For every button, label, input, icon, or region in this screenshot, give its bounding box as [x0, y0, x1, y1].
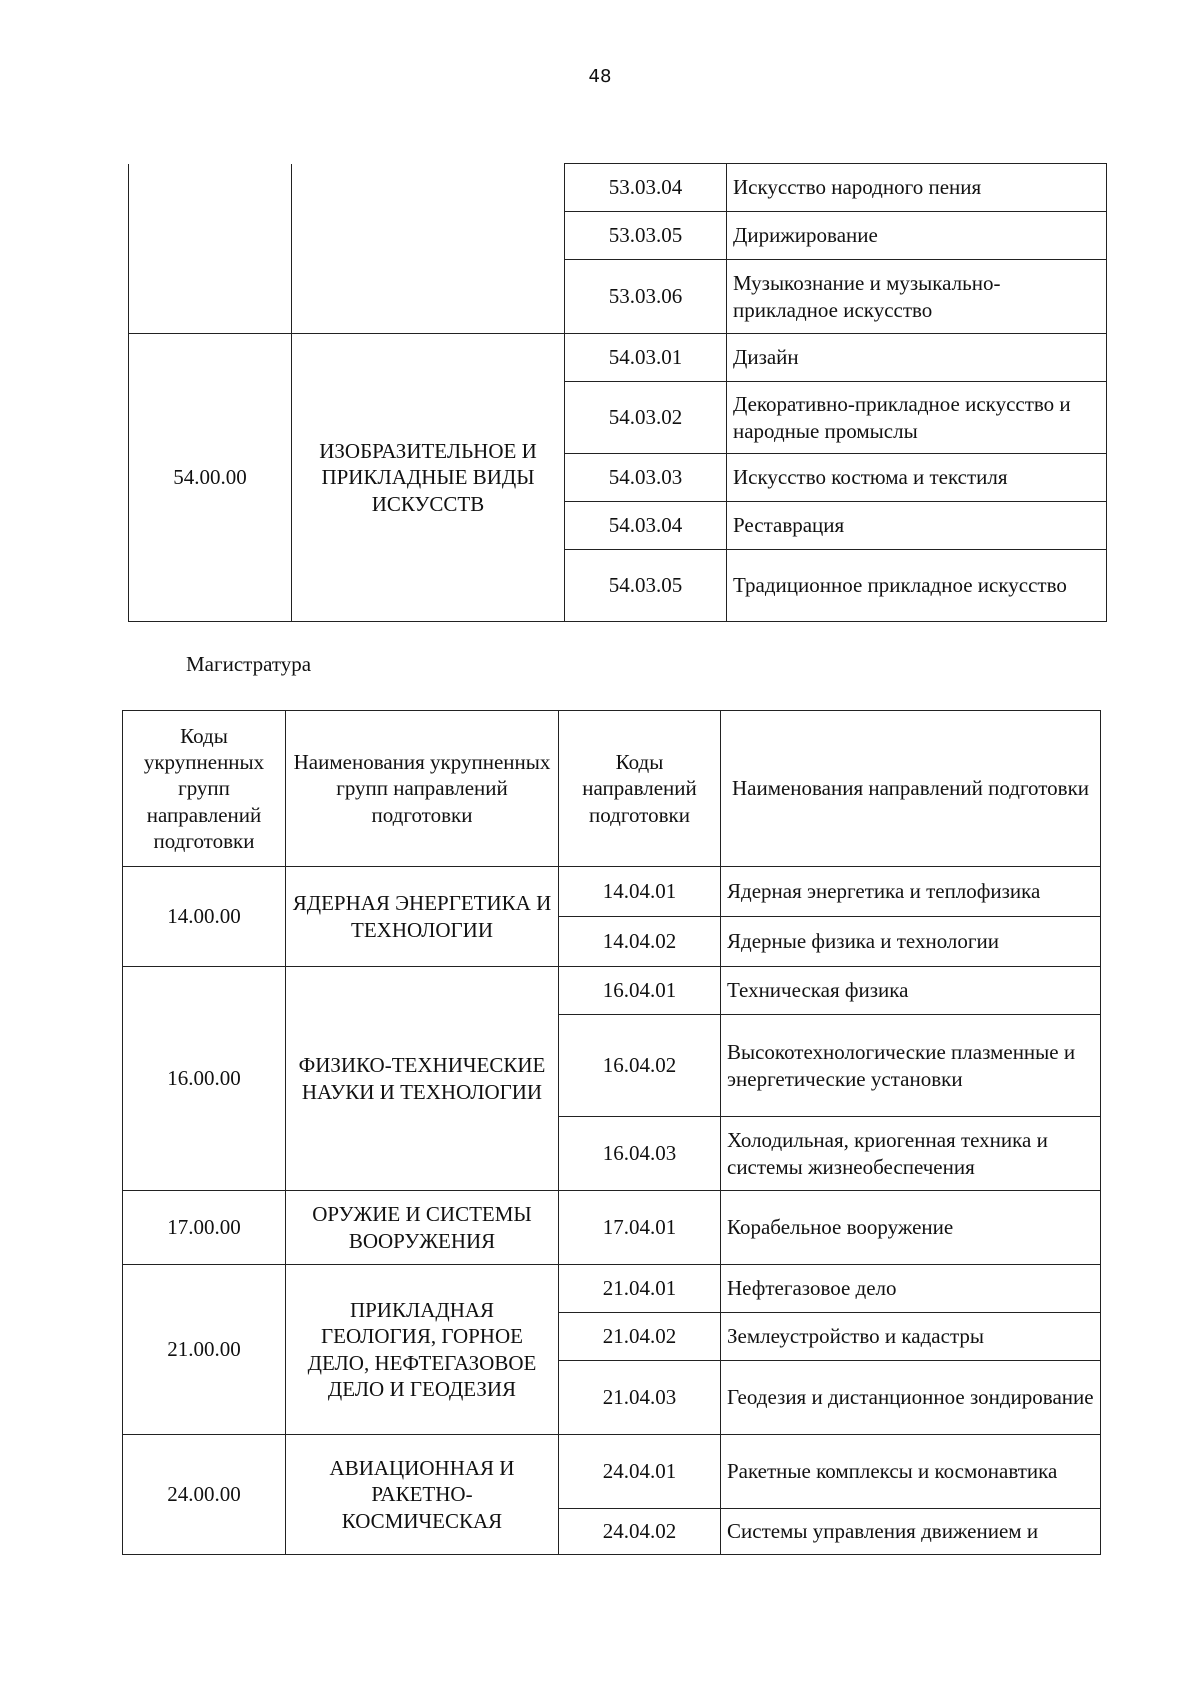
group-code: 17.00.00	[123, 1191, 286, 1265]
group-name: ПРИКЛАДНАЯ ГЕОЛОГИЯ, ГОРНОЕ ДЕЛО, НЕФТЕГАЗОВОЕ ДЕЛО И ГЕОДЕЗИЯ	[286, 1265, 559, 1435]
table-row	[129, 334, 1107, 382]
direction-code: 14.04.02	[559, 917, 721, 967]
direction-code: 54.03.04	[565, 502, 727, 550]
group-name: АВИАЦИОННАЯ И РАКЕТНО-КОСМИЧЕСКАЯ	[286, 1435, 559, 1555]
group-code: 21.00.00	[123, 1265, 286, 1435]
group-code: 24.00.00	[123, 1435, 286, 1555]
direction-code: 14.04.01	[559, 867, 721, 917]
header-direction-codes: Коды направлений подготовки	[559, 711, 721, 867]
empty-group-code-cell	[129, 164, 292, 334]
direction-code: 16.04.02	[559, 1015, 721, 1117]
table-row	[129, 164, 1107, 212]
direction-code: 21.04.02	[559, 1313, 721, 1361]
table-row	[123, 1265, 1101, 1313]
direction-name: Традиционное прикладное искусство	[727, 550, 1107, 622]
table-row	[123, 1191, 1101, 1265]
direction-code: 21.04.03	[559, 1361, 721, 1435]
table-header-row	[123, 711, 1101, 867]
direction-name: Декоративно-прикладное искусство и народные промыслы	[727, 382, 1107, 454]
direction-code: 54.03.03	[565, 454, 727, 502]
continuation-table	[128, 163, 1107, 622]
table-row	[123, 1435, 1101, 1509]
header-direction-names: Наименования направлений подготовки	[721, 711, 1101, 867]
header-group-codes: Коды укрупненных групп направлений подготовки	[123, 711, 286, 867]
direction-name: Искусство костюма и текстиля	[727, 454, 1107, 502]
table-row	[123, 967, 1101, 1015]
masters-table	[122, 710, 1101, 1555]
group-name: ФИЗИКО-ТЕХНИЧЕСКИЕ НАУКИ И ТЕХНОЛОГИИ	[286, 967, 559, 1191]
page-number: 48	[588, 66, 612, 87]
direction-code: 53.03.04	[565, 164, 727, 212]
direction-name: Холодильная, криогенная техника и системы жизнеобеспечения	[721, 1117, 1101, 1191]
direction-name: Ядерная энергетика и теплофизика	[721, 867, 1101, 917]
group-name: ОРУЖИЕ И СИСТЕМЫ ВООРУЖЕНИЯ	[286, 1191, 559, 1265]
direction-name: Высокотехнологические плазменные и энергетические установки	[721, 1015, 1101, 1117]
direction-name: Нефтегазовое дело	[721, 1265, 1101, 1313]
direction-name: Ракетные комплексы и космонавтика	[721, 1435, 1101, 1509]
group-code: 54.00.00	[129, 334, 292, 622]
direction-code: 53.03.05	[565, 212, 727, 260]
direction-name: Корабельное вооружение	[721, 1191, 1101, 1265]
direction-name: Реставрация	[727, 502, 1107, 550]
empty-group-name-cell	[292, 164, 565, 334]
direction-name: Музыкознание и музыкально-прикладное искусство	[727, 260, 1107, 334]
direction-code: 21.04.01	[559, 1265, 721, 1313]
direction-name: Системы управления движением и	[721, 1509, 1101, 1555]
direction-name: Землеустройство и кадастры	[721, 1313, 1101, 1361]
header-group-names: Наименования укрупненных групп направлений подготовки	[286, 711, 559, 867]
direction-name: Техническая физика	[721, 967, 1101, 1015]
group-code: 16.00.00	[123, 967, 286, 1191]
direction-name: Ядерные физика и технологии	[721, 917, 1101, 967]
direction-code: 17.04.01	[559, 1191, 721, 1265]
direction-code: 53.03.06	[565, 260, 727, 334]
direction-code: 16.04.01	[559, 967, 721, 1015]
direction-code: 24.04.02	[559, 1509, 721, 1555]
group-code: 14.00.00	[123, 867, 286, 967]
table-row	[123, 867, 1101, 917]
direction-code: 24.04.01	[559, 1435, 721, 1509]
direction-code: 54.03.05	[565, 550, 727, 622]
group-name: ИЗОБРАЗИТЕЛЬНОЕ И ПРИКЛАДНЫЕ ВИДЫ ИСКУССТВ	[292, 334, 565, 622]
direction-code: 54.03.01	[565, 334, 727, 382]
section-heading: Магистратура	[186, 652, 312, 676]
direction-code: 54.03.02	[565, 382, 727, 454]
direction-name: Геодезия и дистанционное зондирование	[721, 1361, 1101, 1435]
direction-name: Искусство народного пения	[727, 164, 1107, 212]
direction-code: 16.04.03	[559, 1117, 721, 1191]
direction-name: Дирижирование	[727, 212, 1107, 260]
group-name: ЯДЕРНАЯ ЭНЕРГЕТИКА И ТЕХНОЛОГИИ	[286, 867, 559, 967]
direction-name: Дизайн	[727, 334, 1107, 382]
